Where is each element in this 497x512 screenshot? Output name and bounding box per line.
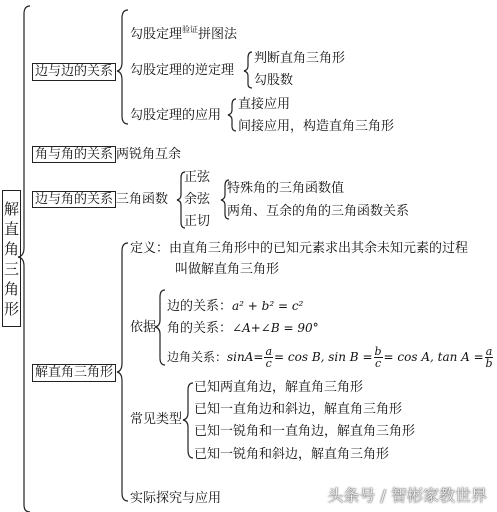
root-char: 形 [3,299,19,318]
cosine: 余弦 [184,192,211,207]
complementary-angle-relations: 两角、互余的角的三角函数关系 [227,204,410,219]
common-type-3: 已知一锐角和一直角边，解直角三角形 [194,424,416,439]
practical-application: 实际探究与应用 [130,491,222,506]
jigsaw-method: 拼图法 [198,27,238,42]
root-char: 角 [3,279,19,298]
root-char: 解 [3,199,19,218]
pythagorean-application: 勾股定理的应用 [130,108,222,123]
side-relation [167,298,303,315]
angle-angle-relation-box: 角与角的关系 [32,146,116,163]
cos-a-text: = cos A, tan A = [383,350,484,364]
root-char: 角 [3,239,19,258]
denominator: c [374,357,382,370]
fraction-a-over-c [264,346,273,369]
numerator: a [265,345,273,358]
angle-angle-relation [32,147,181,163]
tangent: 正切 [184,214,211,229]
pythagorean-label: 勾股定理 [130,27,183,42]
fraction-a-over-b [485,346,494,369]
pythagorean-triples: 勾股数 [254,73,294,88]
root-char: 直 [3,219,19,238]
side-angle-relation-formula [167,346,494,369]
indirect-application: 间接应用，构造直角三角形 [238,119,395,134]
common-types-label: 常见类型 [130,412,183,427]
angle-relation-label: 角的关系： [167,321,233,336]
fraction-b-over-c [374,346,383,369]
side-relation-formula: a² + b² = c² [232,299,304,313]
numerator: b [374,345,382,358]
verify-label: 验证 [182,25,199,34]
special-angle-values: 特殊角的三角函数值 [227,181,345,196]
side-side-relation-box: 边与边的关系 [32,63,116,81]
side-angle-relation [32,192,168,208]
root-topic-box [2,190,21,327]
common-type-4: 已知一锐角和斜边，解直角三角形 [194,447,390,462]
judge-right-triangle: 判断直角三角形 [254,51,346,66]
converse-theorem: 勾股定理的逆定理 [130,63,235,78]
side-relation-label: 边的关系： [167,299,233,314]
basis-label: 依据 [130,320,157,335]
direct-application: 直接应用 [238,97,291,112]
definition-line-1: 定义：由直角三角形中的已知元素求出其余未知元素的过程 [130,241,469,256]
denominator: c [265,357,272,370]
angle-relation-formula: ∠A+∠B = 90° [232,321,319,335]
solve-right-triangle-box: 解直角三角形 [32,364,116,382]
definition-line-2: 叫做解直角三角形 [175,262,280,277]
side-angle-label: 边角关系： [167,350,228,364]
sin-a-text: sinA= [227,350,264,364]
side-angle-relation-box: 边与角的关系 [32,191,116,208]
sine: 正弦 [184,170,211,185]
complementary-acute-angles: 两锐角互余 [116,147,182,162]
pythagorean-theorem [130,27,237,44]
trig-functions: 三角函数 [116,192,169,207]
numerator: a [485,345,493,358]
angle-relation [167,320,319,337]
common-type-1: 已知两直角边，解直角三角形 [194,380,364,395]
root-char: 三 [3,259,19,278]
common-type-2: 已知一直角边和斜边，解直角三角形 [194,402,403,417]
cos-b-text: = cos B, sin B = [274,350,373,364]
watermark: 头条号 / 智彬家教世界 [327,486,487,505]
denominator: b [485,357,493,370]
